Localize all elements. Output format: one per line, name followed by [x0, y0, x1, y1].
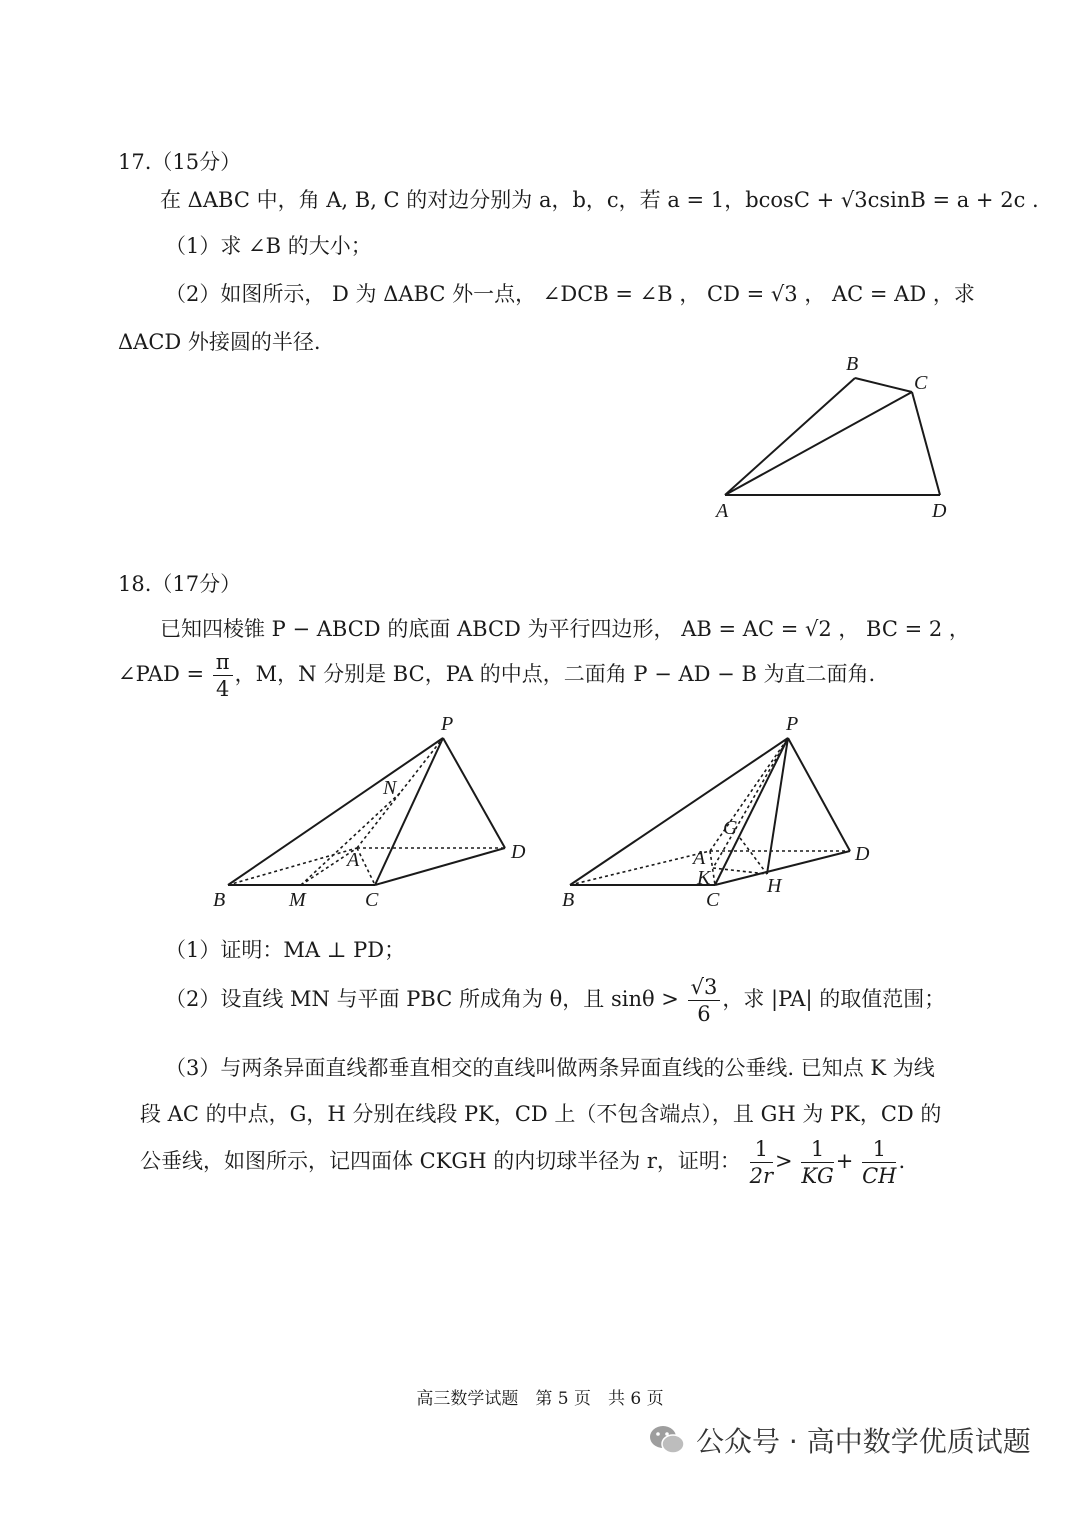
frac-sqrt3-den: 6: [697, 1002, 711, 1026]
q18-stem-line2-b: ，M，N 分别是 BC，PA 的中点，二面角 P − AD − B 为直二面角.: [234, 662, 876, 686]
q18-stem-line2: [118, 648, 875, 702]
q18-part3-line2: 段 AC 的中点，G，H 分别在线段 PK，CD 上（不包含端点），且 GH 为 PK，CD 的: [140, 1102, 942, 1126]
q17-header: 17.（15分）: [118, 150, 242, 174]
page-footer: 高三数学试题 第 5 页 共 6 页: [416, 1389, 664, 1409]
fig2-label-a: A: [693, 847, 706, 869]
frac-pi-den: 4: [215, 677, 230, 701]
fig2-edge-cd: [715, 851, 850, 885]
q17-stem-prefix: 在 ΔABC 中，角 A, B, C 的对边分别为 a，b，c，若 a = 1，: [160, 188, 746, 212]
watermark-text: 公众号 · 高中数学优质试题: [696, 1425, 1031, 1458]
fig2-label-d: D: [855, 843, 870, 865]
q17-figure: [700, 345, 970, 530]
watermark: [648, 1420, 1031, 1460]
q17-part2: （2）如图所示， D 为 ΔABC 外一点， ∠DCB = ∠B ， CD = √3 ， AC = AD ，求: [165, 282, 975, 306]
fig2-hidden-ba: [570, 851, 710, 885]
q17-stem-formula: bcosC + √3csinB = a + 2c .: [745, 188, 1039, 212]
q18-part3-line3-text: 公垂线，如图所示，记四面体 CKGH 的内切球半径为 r，证明：: [140, 1149, 741, 1173]
frac-1-over-2r: [750, 1136, 773, 1189]
fig1-label-b: B: [213, 889, 226, 911]
q18-stem-line2-a: ∠PAD =: [118, 662, 205, 686]
fig2-label-g: G: [723, 817, 738, 839]
frac-pi-num: π: [213, 649, 233, 676]
fig1-label-p: P: [441, 713, 454, 735]
q18-figure-1: [205, 708, 545, 913]
frac-pi-over-4: [213, 649, 233, 702]
q18-part3-line1: （3）与两条异面直线都垂直相交的直线叫做两条异面直线的公垂线. 已知点 K 为线: [165, 1056, 935, 1080]
frac3-num: 1: [862, 1136, 896, 1163]
fig2-label-b: B: [562, 889, 575, 911]
q18-stem-line1: 已知四棱锥 P − ABCD 的底面 ABCD 为平行四边形， AB = AC = √2 ， BC = 2 ，: [160, 617, 970, 641]
q18-part2-b: ，求 |PA| 的取值范围；: [722, 987, 946, 1011]
wechat-icon: [648, 1423, 686, 1457]
fig1-hidden-mn: [301, 793, 400, 885]
fig1-edge-cd: [375, 848, 505, 885]
q17-edge-cd: [912, 392, 940, 495]
fig2-edge-pb: [570, 738, 788, 885]
frac-1-over-kg: [801, 1136, 833, 1189]
q17-part1: （1）求 ∠B 的大小；: [165, 234, 372, 258]
fig2-hidden-pa: [710, 738, 788, 851]
frac1-den: 2r: [749, 1164, 774, 1188]
q18-part3-line3: [140, 1132, 905, 1190]
q17-label-b: B: [846, 353, 859, 375]
fig2-label-c: C: [706, 889, 720, 911]
op-plus: +: [835, 1149, 854, 1173]
q18-header: 18.（17分）: [118, 572, 242, 596]
fig2-hidden-gh: [740, 838, 767, 874]
fig2-label-h: H: [767, 875, 782, 897]
fig2-label-k: K: [697, 867, 711, 889]
frac3-den: CH: [862, 1164, 897, 1188]
q17-label-d: D: [932, 500, 947, 522]
fig1-label-n: N: [383, 777, 397, 799]
end-dot: .: [898, 1149, 906, 1173]
frac2-num: 1: [801, 1136, 833, 1163]
fig1-label-a: A: [347, 849, 360, 871]
q18-figure-2: [555, 708, 885, 913]
q18-part1: （1）证明：MA ⊥ PD；: [165, 938, 406, 962]
fig1-label-c: C: [365, 889, 379, 911]
q17-part2-cont: ΔACD 外接圆的半径.: [118, 330, 321, 354]
fig1-edge-pd: [443, 738, 505, 848]
frac-sqrt3-over-6: [688, 974, 721, 1027]
fig2-label-p: P: [786, 713, 799, 735]
fig2-edge-pd: [788, 738, 850, 851]
q18-part2-a: （2）设直线 MN 与平面 PBC 所成角为 θ，且 sinθ >: [165, 987, 679, 1011]
fig1-label-d: D: [511, 841, 526, 863]
op-greater-than: >: [775, 1149, 793, 1173]
q17-edge-ac: [725, 392, 912, 495]
frac1-num: 1: [750, 1136, 773, 1163]
q18-part2: [165, 970, 945, 1028]
q17-label-a: A: [716, 500, 729, 522]
q17-stem: [160, 186, 1039, 214]
fig1-label-m: M: [289, 889, 306, 911]
frac2-den: KG: [801, 1164, 834, 1188]
q17-edge-ab: [725, 378, 855, 495]
q17-edge-bc: [855, 378, 912, 392]
fig1-hidden-ac: [357, 848, 375, 885]
q17-label-c: C: [914, 372, 928, 394]
fig1-edge-pb: [228, 738, 443, 885]
fig1-hidden-ba: [228, 848, 357, 885]
fig2-hidden-pk: [713, 738, 788, 868]
frac-1-over-ch: [862, 1136, 896, 1189]
frac-sqrt3-num: √3: [688, 974, 721, 1001]
